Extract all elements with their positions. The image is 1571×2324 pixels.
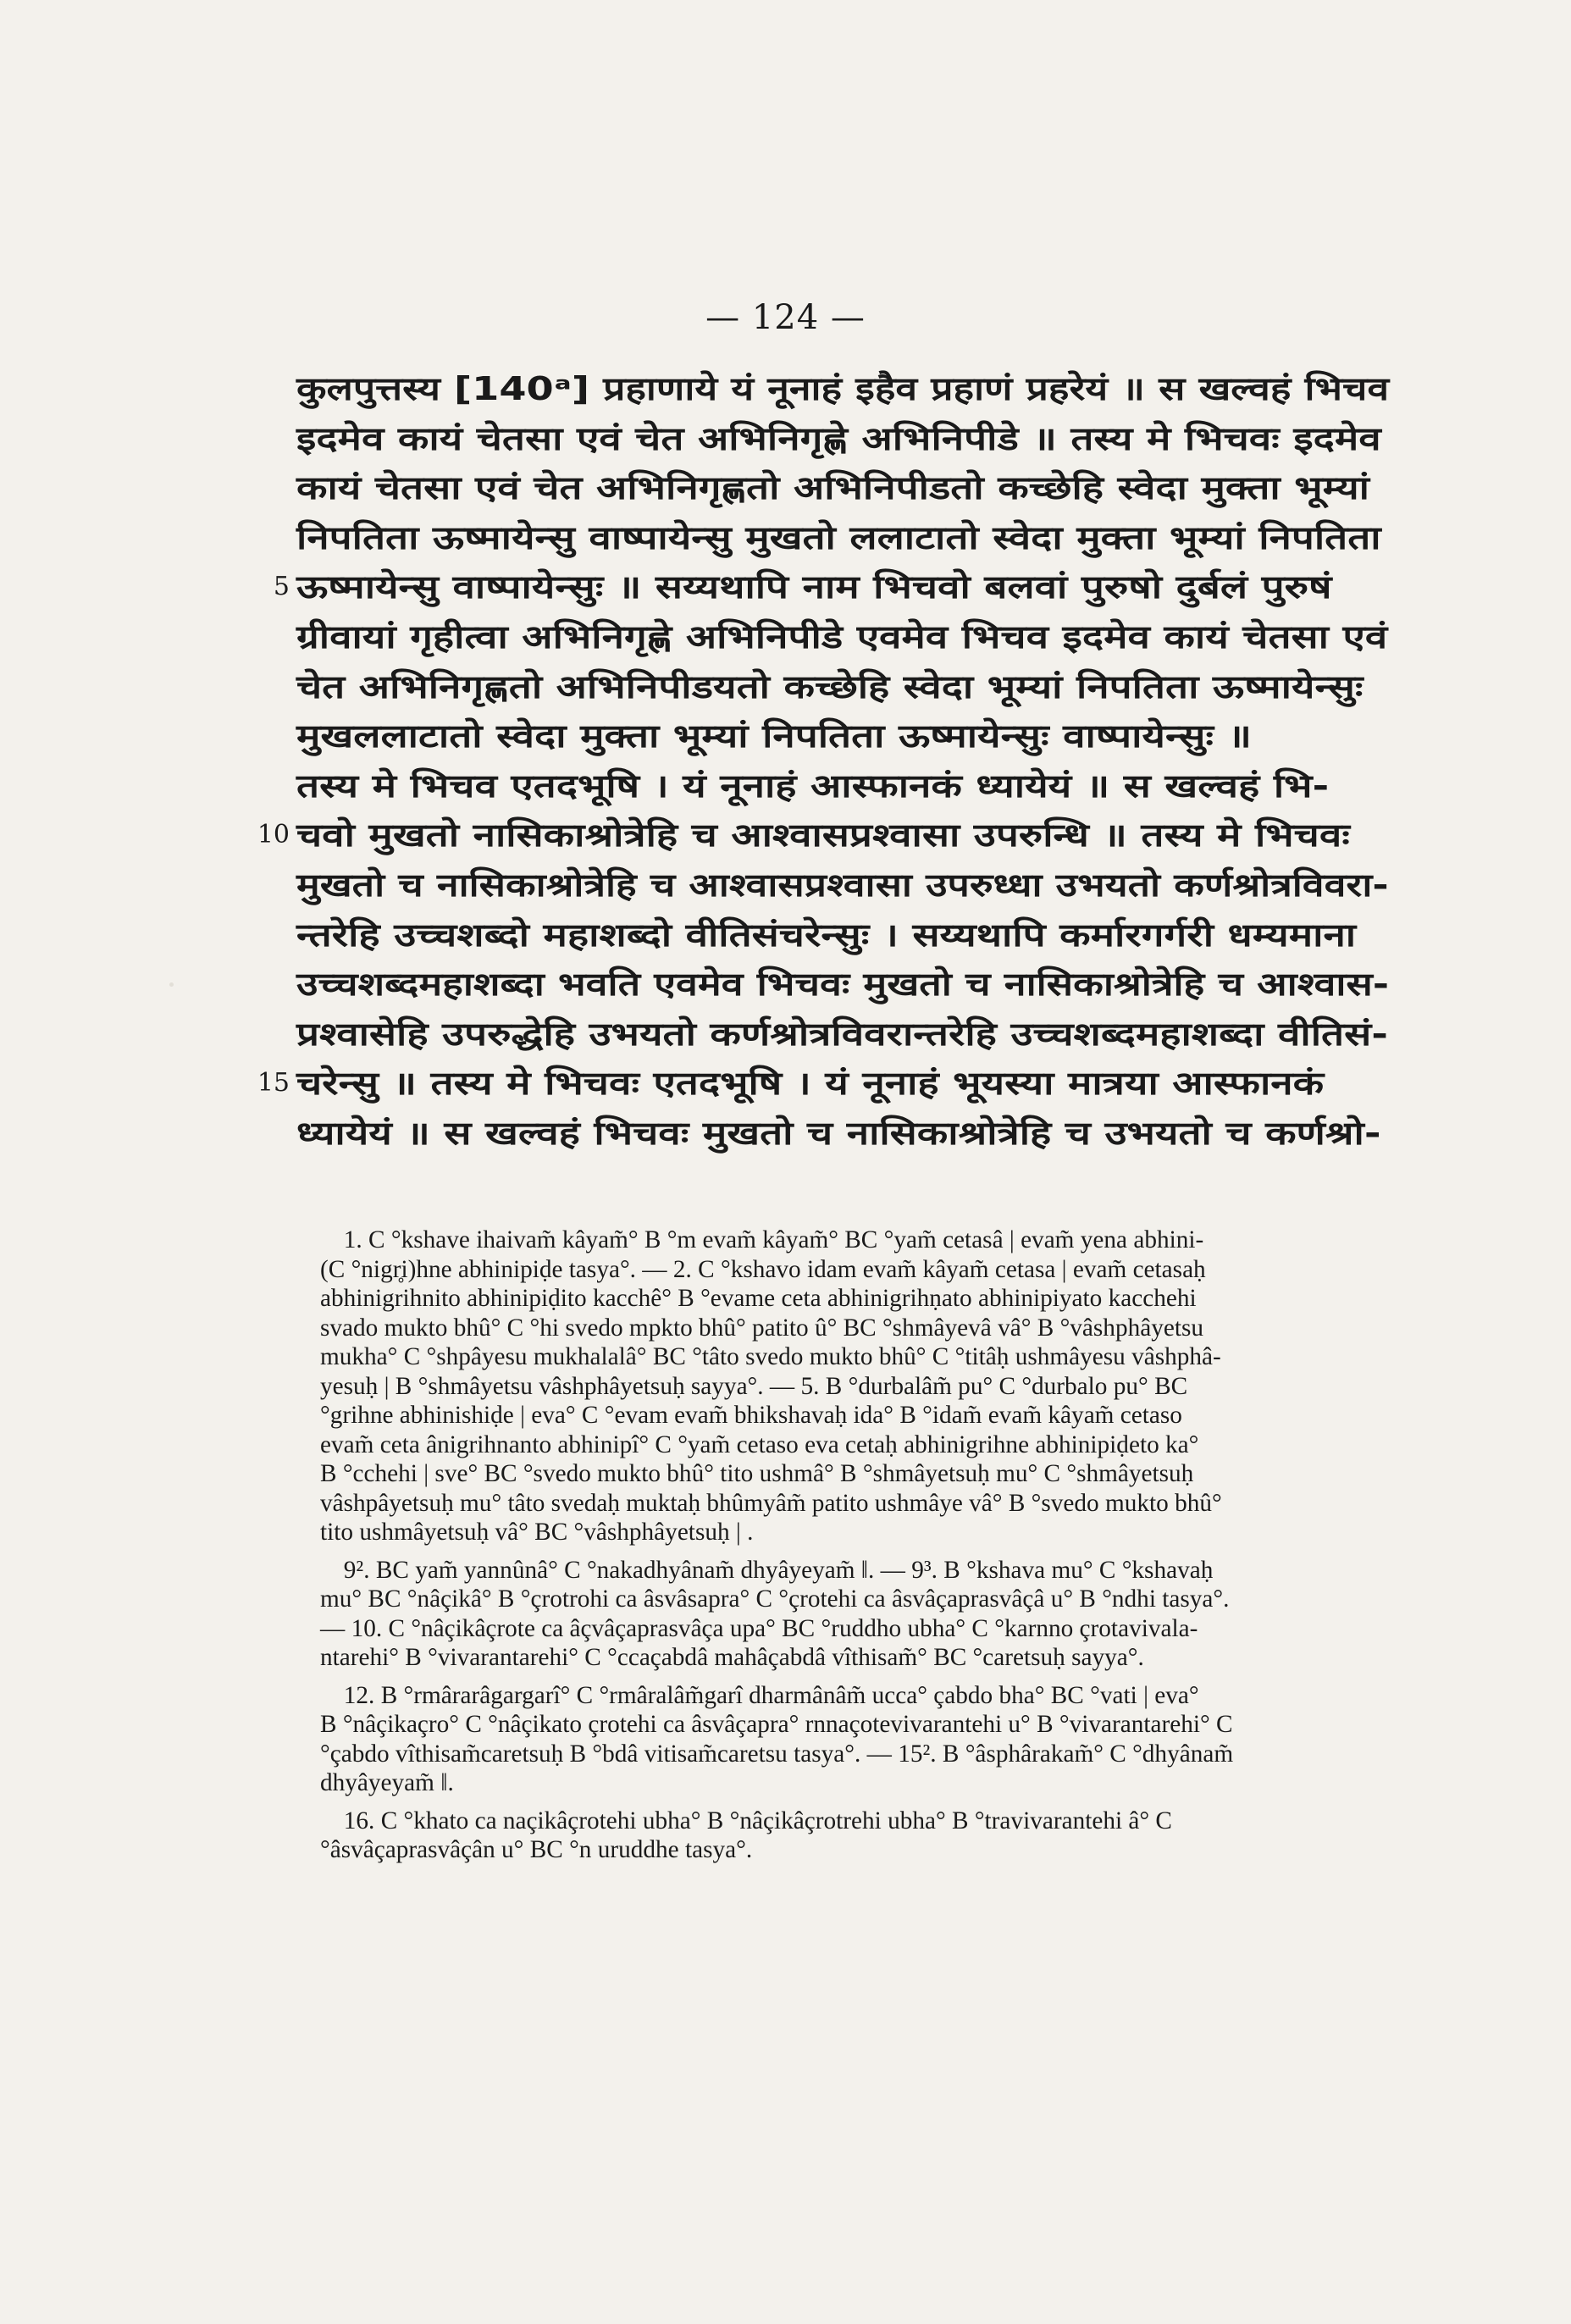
line-text: उच्चशब्दमहाशब्दा भवति एवमेव भिचवः मुखतो च नासिकाश्रोत्रेहि च आश्वास- (296, 966, 1390, 1004)
note-paragraph (320, 1226, 1421, 1547)
critical-apparatus (320, 1226, 1421, 1873)
line-text: चरेन्सु ॥ तस्य मे भिचवः एतदभूषि । यं नूनाहं भूयस्या मात्रया आस्फानकं (296, 1065, 1325, 1103)
note-line: °âsvâçaprasvâçân u° BC °n uruddhe tasya°. (320, 1836, 753, 1863)
note-line: tito ushmâyetsuḥ vâ° BC °vâshphâyetsuḥ | . (320, 1519, 754, 1546)
line-text: चवो मुखतो नासिकाश्रोत्रेहि च आश्वासप्रश्वासा उपरुन्धि ॥ तस्य मे भिचवः (296, 816, 1350, 855)
line-text: इदमेव कायं चेतसा एवं चेत अभिनिगृह्णे अभिनिपीडे ॥ तस्य मे भिचवः इदमेव (296, 419, 1381, 457)
line-text: न्तरेहि उच्चशब्दो महाशब्दो वीतिसंचरेन्सुः । सय्यथापि कर्मारगर्गरी धम्यमाना (296, 916, 1357, 954)
text-line (296, 513, 1389, 563)
note-line: °çabdo vîthisam̃caretsuḥ B °bdâ vitisam̃caretsu tasya°. — 15². B °âsphârakam̃° C °dhyânam̃ (320, 1740, 1234, 1768)
text-line (296, 711, 1389, 761)
note-line: vâshpâyetsuḥ mu° tâto svedaḥ muktaḥ bhûmyâm̃ patito ushmâye vâ° B °svedo mukto bhû° (320, 1489, 1222, 1517)
note-line: dhyâyeyam̃ ‖. (320, 1769, 454, 1796)
note-line: 9². BC yam̃ yannûnâ° C °nakadhyânam̃ dhyâyeyam̃ ‖. — 9³. B °kshava mu° C °kshavaḥ (343, 1556, 1214, 1584)
note-line: yesuḥ | B °shmâyetsu vâshphâyetsuḥ sayya°. — 5. B °durbalâm̃ pu° C °durbalo pu° BC (320, 1372, 1188, 1400)
text-line (296, 463, 1389, 513)
text-line (296, 960, 1389, 1010)
text-line (296, 1010, 1389, 1060)
text-line (296, 612, 1389, 662)
note-line: svado mukto bhû° C °hi svedo mpkto bhû° patito û° BC °shmâyevâ vâ° B °vâshphâyetsu (320, 1314, 1204, 1342)
text-line (296, 761, 1389, 811)
note-line: B °nâçikaçro° C °nâçikato çrotehi ca âsvâçapra° rnnaçotevivarantehi u° B °vivarantarehi° C (320, 1711, 1233, 1738)
text-line (296, 1109, 1389, 1159)
line-text: ऊष्मायेन्सु वाष्पायेन्सुः ॥ सय्यथापि नाम भिचवो बलवां पुरुषो दुर्बलं पुरुषं (296, 568, 1332, 606)
text-line (296, 662, 1389, 712)
line-text: कुलपुत्तस्य [140ᵃ] प्रहाणाये यं नूनाहं इहैव प्रहाणं प्रहरेयं ॥ स खल्वहं भिचव (296, 370, 1390, 407)
text-line (257, 811, 1389, 860)
line-text: चेत अभिनिगृह्णतो अभिनिपीडयतो कच्छेहि स्वेदा भूम्यां निपतिता ऊष्मायेन्सुः (296, 667, 1364, 706)
line-text: मुखललाटातो स्वेदा मुक्ता भूम्यां निपतिता ऊष्मायेन्सुः वाष्पायेन्सुः ॥ (296, 717, 1252, 755)
note-line: (C °nigr̥i)hne abhinipiḍe tasya°. — 2. C °kshavo idam evam̃ kâyam̃ cetasa | evam̃ cetasaḥ (320, 1255, 1206, 1283)
line-text: ध्यायेयं ॥ स खल्वहं भिचवः मुखतो च नासिकाश्रोत्रेहि च उभयतो च कर्णश्रो- (296, 1114, 1381, 1152)
sanskrit-text-block (257, 364, 1390, 1159)
line-text: मुखतो च नासिकाश्रोत्रेहि च आश्वासप्रश्वासा उपरुध्धा उभयतो कर्णश्रोत्रविवरा- (296, 866, 1389, 904)
note-line: 1. C °kshave ihaivam̃ kâyam̃° B °m evam̃ kâyam̃° BC °yam̃ cetasâ | evam̃ yena abhini- (343, 1226, 1204, 1253)
text-line (296, 910, 1389, 960)
note-paragraph (320, 1556, 1421, 1673)
line-number: 15 (257, 1068, 290, 1098)
note-line: ntarehi° B °vivarantarehi° C °ccaçabdâ mahâçabdâ vîthisam̃° BC °caretsuḥ sayya°. (320, 1644, 1144, 1671)
line-text: निपतिता ऊष्मायेन्सु वाष्पायेन्सु मुखतो ललाटातो स्वेदा मुक्ता भूम्यां निपतिता (296, 518, 1381, 556)
line-text: तस्य मे भिचव एतदभूषि । यं नूनाहं आस्फानकं ध्यायेयं ॥ स खल्वहं भि- (296, 766, 1330, 805)
note-line: — 10. C °nâçikâçrote ca âçvâçaprasvâça upa° BC °ruddho ubha° C °karnno çrotavivala- (320, 1614, 1198, 1642)
line-number: 5 (273, 572, 290, 602)
line-text: कायं चेतसा एवं चेत अभिनिगृह्णतो अभिनिपीडतो कच्छेहि स्वेदा मुक्ता भूम्यां (296, 469, 1369, 507)
text-line (296, 860, 1389, 910)
note-line: abhinigrihnito abhinipiḍito kacchê° B °evame ceta abhinigrihṇato abhinipiyato kacchehi (320, 1285, 1197, 1312)
line-text: प्रश्वासेहि उपरुद्धेहि उभयतो कर्णश्रोत्रविवरान्तरेहि उच्चशब्दमहाशब्दा वीतिसं- (296, 1015, 1388, 1053)
note-line: mu° BC °nâçikâ° B °çrotrohi ca âsvâsapra° C °çrotehi ca âsvâçaprasvâçâ u° B °ndhi tasya°. (320, 1585, 1230, 1613)
note-line: °grihne abhinishiḍe | eva° C °evam evam̃ bhikshavaḥ ida° B °idam̃ evam̃ kâyam̃ cetaso (320, 1402, 1182, 1429)
paper-smudge (169, 982, 174, 987)
text-line (296, 414, 1389, 464)
note-line: mukha° C °shpâyesu mukhalalâ° BC °tâto svedo mukto bhû° C °titâḥ ushmâyesu vâshphâ- (320, 1343, 1221, 1370)
text-line (296, 364, 1389, 414)
note-line: 12. B °rmârarâgargarî° C °rmâralâm̃garî dharmânâm̃ ucca° çabdo bha° BC °vati | eva° (343, 1681, 1199, 1709)
note-paragraph (320, 1681, 1421, 1798)
page-number: — 124 — (705, 298, 866, 337)
note-line: evam̃ ceta ânigrihnanto abhinipî° C °yam̃ cetaso eva cetaḥ abhinigrihne abhinipiḍeto ka° (320, 1430, 1199, 1458)
text-line (273, 562, 1389, 612)
note-paragraph (320, 1807, 1421, 1865)
note-line: 16. C °khato ca naçikâçrotehi ubha° B °nâçikâçrotrehi ubha° B °travivarantehi â° C (343, 1807, 1172, 1834)
text-line (257, 1059, 1389, 1109)
line-text: ग्रीवायां गृहीत्वा अभिनिगृह्णे अभिनिपीडे एवमेव भिचव इदमेव कायं चेतसा एवं (296, 617, 1388, 656)
line-number: 10 (257, 820, 290, 850)
note-line: B °cchehi | sve° BC °svedo mukto bhû° tito ushmâ° B °shmâyetsuḥ mu° C °shmâyetsuḥ (320, 1460, 1194, 1487)
